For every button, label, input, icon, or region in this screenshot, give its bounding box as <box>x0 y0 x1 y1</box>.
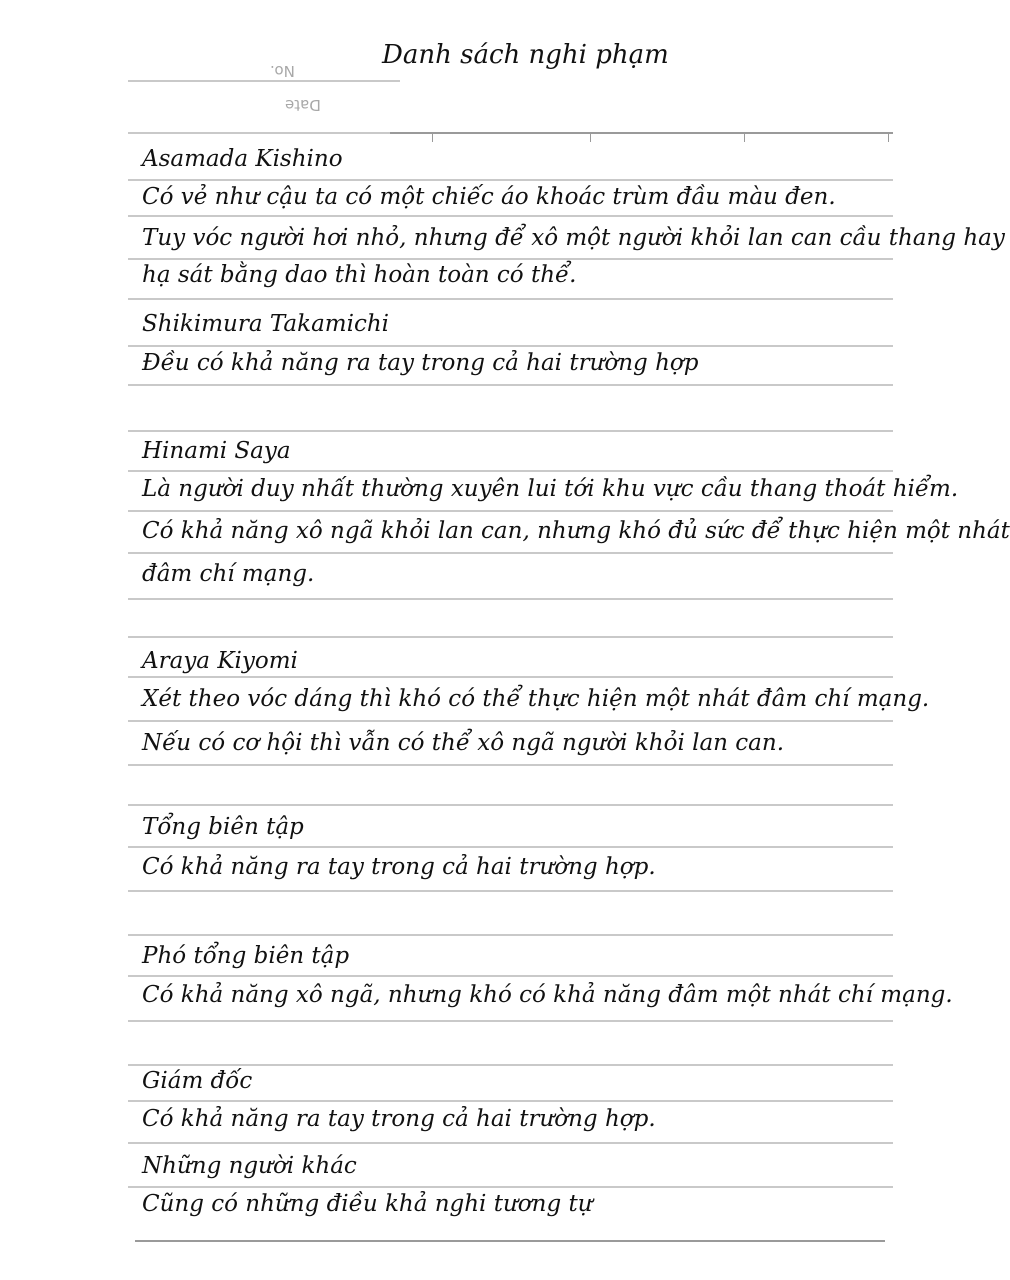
ruled-line <box>128 598 893 600</box>
suspect-name: Araya Kiyomi <box>142 648 298 674</box>
ruled-line <box>128 179 893 181</box>
suspect-note: đâm chí mạng. <box>142 561 315 587</box>
ruled-line <box>128 1064 893 1066</box>
suspect-note: Là người duy nhất thường xuyên lui tới khu vực cầu thang thoát hiểm. <box>142 476 959 502</box>
suspect-name: Giám đốc <box>142 1068 253 1094</box>
ruled-line <box>128 298 893 300</box>
ruler-tick <box>590 134 591 142</box>
ruled-line <box>128 1020 893 1022</box>
ruler-tick <box>888 134 889 142</box>
ruled-line <box>135 1240 885 1242</box>
suspect-note: Có khả năng ra tay trong cả hai trường hợp. <box>142 1106 656 1132</box>
suspect-note: Cũng có những điều khả nghi tương tự <box>142 1191 593 1217</box>
ruled-line <box>128 846 893 848</box>
ruled-line <box>128 1186 893 1188</box>
suspect-name: Tổng biên tập <box>142 814 304 840</box>
ruled-line <box>128 764 893 766</box>
suspect-name: Asamada Kishino <box>142 146 343 172</box>
ruled-line <box>390 132 893 134</box>
suspect-note: hạ sát bằng dao thì hoàn toàn có thể. <box>142 262 577 288</box>
suspect-name: Hinami Saya <box>142 438 291 464</box>
suspect-note: Xét theo vóc dáng thì khó có thể thực hiện một nhát đâm chí mạng. <box>142 686 930 712</box>
ruled-line <box>128 80 400 82</box>
ruled-line <box>128 258 893 260</box>
ruler-tick <box>744 134 745 142</box>
suspect-name: Phó tổng biên tập <box>142 943 350 969</box>
ruled-line <box>128 636 893 638</box>
ruled-line <box>128 1100 893 1102</box>
ruled-line <box>128 345 893 347</box>
ruled-line <box>128 384 893 386</box>
suspect-note: Có khả năng xô ngã khỏi lan can, nhưng khó đủ sức để thực hiện một nhát <box>142 518 1010 544</box>
ruled-line <box>128 430 893 432</box>
page-title: Danh sách nghi phạm <box>382 40 669 70</box>
ruled-line <box>128 934 893 936</box>
ruler-tick <box>432 134 433 142</box>
notebook-date-mark: Date <box>285 96 321 114</box>
ruled-line <box>128 890 893 892</box>
suspect-note: Đều có khả năng ra tay trong cả hai trường hợp <box>142 350 699 376</box>
ruled-line <box>128 470 893 472</box>
suspect-name: Shikimura Takamichi <box>142 311 389 337</box>
ruled-line <box>128 215 893 217</box>
suspect-note: Có khả năng xô ngã, nhưng khó có khả năng đâm một nhát chí mạng. <box>142 982 953 1008</box>
suspect-note: Tuy vóc người hơi nhỏ, nhưng để xô một người khỏi lan can cầu thang hay <box>142 225 1005 251</box>
ruled-line <box>128 1142 893 1144</box>
ruled-line <box>128 975 893 977</box>
notebook-number-mark: No. <box>270 62 295 80</box>
ruled-line <box>128 720 893 722</box>
ruled-line <box>128 510 893 512</box>
suspect-name: Những người khác <box>142 1153 357 1179</box>
suspect-note: Có khả năng ra tay trong cả hai trường hợp. <box>142 854 656 880</box>
ruled-line <box>128 676 893 678</box>
ruled-line <box>128 804 893 806</box>
suspect-note: Nếu có cơ hội thì vẫn có thể xô ngã người khỏi lan can. <box>142 730 785 756</box>
ruled-line <box>128 552 893 554</box>
suspect-note: Có vẻ như cậu ta có một chiếc áo khoác trùm đầu màu đen. <box>142 184 836 210</box>
